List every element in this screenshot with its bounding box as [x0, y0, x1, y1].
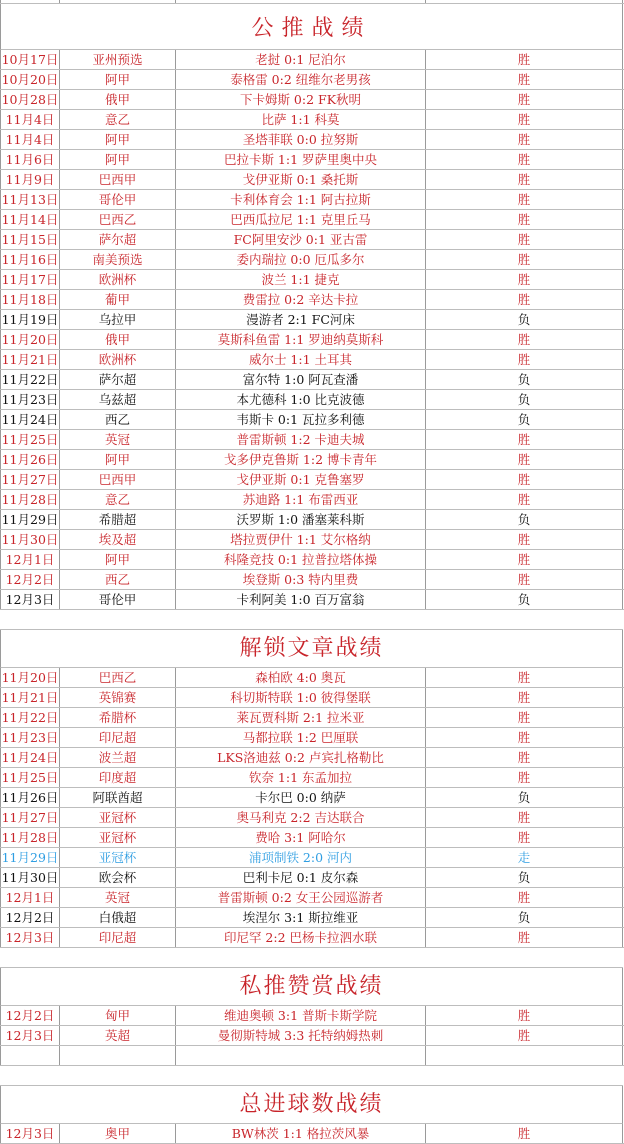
match-cell: 卡利体育会 1:1 阿古拉斯: [176, 190, 426, 209]
match-cell: 戈伊亚斯 0:1 桑托斯: [176, 170, 426, 189]
table-row: [0, 828, 624, 848]
league-cell: 阿甲: [60, 150, 176, 169]
result-cell: 胜: [426, 728, 623, 747]
match-cell: 莱瓦贾科斯 2:1 拉米亚: [176, 708, 426, 727]
date-cell: 11月27日: [1, 472, 59, 487]
table-row: [0, 250, 624, 270]
result-cell: 负: [426, 370, 623, 389]
table-row: [0, 270, 624, 290]
result-cell: 胜: [426, 110, 623, 129]
match-cell: 科切斯特联 1:0 彼得堡联: [176, 688, 426, 707]
table-row: [0, 470, 624, 490]
match-cell: 费雷拉 0:2 辛达卡拉: [176, 290, 426, 309]
table-row: [0, 768, 624, 788]
match-cell: 卡利阿美 1:0 百万富翁: [176, 590, 426, 609]
result-cell: 胜: [426, 170, 623, 189]
table-row: [0, 370, 624, 390]
result-cell: 走: [426, 848, 623, 867]
date-cell: 11月4日: [0, 110, 60, 129]
result-cell: 胜: [426, 50, 623, 69]
league-cell: 白俄超: [60, 908, 176, 927]
section-title: 总进球数战绩: [0, 1086, 623, 1124]
league-cell: 波兰超: [60, 748, 176, 767]
date-cell: [0, 1046, 60, 1065]
result-cell: 胜: [426, 490, 623, 509]
match-cell: 维迪奥顿 3:1 普斯卡斯学院: [176, 1006, 426, 1025]
match-cell: 森柏欧 4:0 奥瓦: [176, 668, 426, 687]
date-cell: 11月18日: [1, 292, 59, 307]
date-cell: 12月1日: [0, 550, 60, 569]
league-cell: 阿甲: [60, 70, 176, 89]
result-cell: 胜: [426, 70, 623, 89]
result-cell: 负: [426, 868, 623, 887]
table-row: [0, 788, 624, 808]
league-cell: 印尼超: [60, 928, 176, 947]
result-cell: [426, 1046, 623, 1065]
section-rows: [0, 1124, 624, 1144]
league-cell: 奥甲: [60, 1124, 176, 1143]
match-cell: 普雷斯顿 1:2 卡迪夫城: [176, 430, 426, 449]
league-cell: 英冠: [60, 430, 176, 449]
date-cell: 11月27日: [1, 810, 59, 825]
date-cell: 12月3日: [0, 928, 60, 947]
table-row: [0, 430, 624, 450]
league-cell: 西乙: [60, 570, 176, 589]
table-row: [0, 150, 624, 170]
match-cell: [176, 1046, 426, 1065]
date-cell: 10月17日: [1, 52, 59, 67]
table-row: [0, 50, 624, 70]
date-cell: 11月9日: [0, 170, 60, 189]
match-cell: 浦项制铁 2:0 河内: [176, 848, 426, 867]
match-cell: 下卡姆斯 0:2 FK秋明: [176, 90, 426, 109]
match-cell: 印尼罕 2:2 巴杨卡拉泗水联: [176, 928, 426, 947]
date-cell: 11月28日: [1, 830, 59, 845]
date-cell: 11月26日: [1, 790, 59, 805]
league-cell: 阿甲: [60, 450, 176, 469]
league-cell: 希腊杯: [60, 708, 176, 727]
table-row: [0, 848, 624, 868]
league-cell: 欧洲杯: [60, 350, 176, 369]
table-row: [0, 928, 624, 948]
league-cell: 巴西乙: [60, 210, 176, 229]
date-cell: 11月6日: [0, 150, 60, 169]
section-gap: [0, 948, 623, 968]
match-cell: 本尤德科 1:0 比克波德: [176, 390, 426, 409]
result-cell: 胜: [426, 470, 623, 489]
table-row: [0, 708, 624, 728]
section-rows: [0, 1006, 624, 1066]
date-cell: 12月2日: [0, 570, 60, 589]
date-cell: 10月20日: [1, 72, 59, 87]
result-cell: 负: [426, 908, 623, 927]
league-cell: 哥伦甲: [60, 590, 176, 609]
result-cell: 胜: [426, 150, 623, 169]
table-row: [0, 230, 624, 250]
match-cell: 塔拉贾伊什 1:1 艾尔格纳: [176, 530, 426, 549]
date-cell: 11月21日: [1, 352, 59, 367]
result-cell: 负: [426, 410, 623, 429]
table-row: [0, 1006, 624, 1026]
result-cell: 负: [426, 310, 623, 329]
league-cell: 欧洲杯: [60, 270, 176, 289]
result-cell: 胜: [426, 808, 623, 827]
date-cell: 11月22日: [1, 710, 59, 725]
table-row: [0, 210, 624, 230]
table-row: [0, 90, 624, 110]
match-cell: 波兰 1:1 捷克: [176, 270, 426, 289]
result-cell: 胜: [426, 330, 623, 349]
date-cell: 11月20日: [1, 670, 59, 685]
date-cell: 11月17日: [1, 272, 59, 287]
match-cell: 曼彻斯特城 3:3 托特纳姆热刺: [176, 1026, 426, 1045]
date-cell: 11月30日: [1, 870, 59, 885]
result-cell: 胜: [426, 210, 623, 229]
result-cell: 胜: [426, 270, 623, 289]
result-cell: 胜: [426, 130, 623, 149]
table-row: [0, 310, 624, 330]
league-cell: 亚冠杯: [60, 808, 176, 827]
league-cell: 亚冠杯: [60, 848, 176, 867]
result-cell: 胜: [426, 90, 623, 109]
match-cell: BW林茨 1:1 格拉茨风暴: [176, 1124, 426, 1143]
date-cell: 11月14日: [1, 212, 59, 227]
date-cell: 11月19日: [1, 312, 59, 327]
section-gap: [0, 1066, 623, 1086]
match-cell: 卡尔巴 0:0 纳萨: [176, 788, 426, 807]
match-cell: 普雷斯顿 0:2 女王公园巡游者: [176, 888, 426, 907]
match-cell: 圣塔菲联 0:0 拉努斯: [176, 130, 426, 149]
date-cell: 11月13日: [1, 192, 59, 207]
league-cell: 欧会杯: [60, 868, 176, 887]
league-cell: 印度超: [60, 768, 176, 787]
table-row: [0, 868, 624, 888]
date-cell: 11月29日: [1, 850, 59, 865]
result-cell: 负: [426, 788, 623, 807]
table-row: [0, 390, 624, 410]
table-row: [0, 728, 624, 748]
date-cell: 11月24日: [1, 750, 59, 765]
result-cell: 胜: [426, 708, 623, 727]
date-cell: 10月28日: [1, 92, 59, 107]
date-cell: 11月22日: [1, 372, 59, 387]
match-cell: 漫游者 2:1 FC河床: [176, 310, 426, 329]
match-cell: 莫斯科鱼雷 1:1 罗迪纳莫斯科: [176, 330, 426, 349]
match-cell: 苏迪路 1:1 布雷西亚: [176, 490, 426, 509]
result-cell: 胜: [426, 828, 623, 847]
date-cell: 11月16日: [1, 252, 59, 267]
date-cell: 12月2日: [0, 908, 60, 927]
table-row: [0, 1026, 624, 1046]
result-cell: 胜: [426, 530, 623, 549]
table-row: [0, 1046, 624, 1066]
match-cell: 泰格雷 0:2 纽维尔老男孩: [176, 70, 426, 89]
league-cell: [60, 1046, 176, 1065]
league-cell: 西乙: [60, 410, 176, 429]
match-cell: 马都拉联 1:2 巴厘联: [176, 728, 426, 747]
date-cell: 12月1日: [0, 888, 60, 907]
date-cell: 11月23日: [1, 392, 59, 407]
table-row: [0, 510, 624, 530]
match-cell: 奥马利克 2:2 吉达联合: [176, 808, 426, 827]
table-row: [0, 688, 624, 708]
date-cell: 11月23日: [1, 730, 59, 745]
table-row: [0, 530, 624, 550]
table-row: [0, 70, 624, 90]
result-cell: 胜: [426, 688, 623, 707]
table-row: [0, 170, 624, 190]
table-row: [0, 330, 624, 350]
date-cell: 11月20日: [1, 332, 59, 347]
league-cell: 意乙: [60, 490, 176, 509]
table-row: [0, 130, 624, 150]
result-cell: 负: [426, 510, 623, 529]
match-cell: 富尔特 1:0 阿瓦查潘: [176, 370, 426, 389]
league-cell: 阿甲: [60, 550, 176, 569]
league-cell: 亚州预选: [60, 50, 176, 69]
match-cell: 委内瑞拉 0:0 厄瓜多尔: [176, 250, 426, 269]
league-cell: 巴西乙: [60, 668, 176, 687]
result-cell: 胜: [426, 250, 623, 269]
match-cell: 埃涅尔 3:1 斯拉维亚: [176, 908, 426, 927]
result-cell: 负: [426, 590, 623, 609]
table-row: [0, 350, 624, 370]
table-row: [0, 590, 624, 610]
league-cell: 萨尔超: [60, 370, 176, 389]
league-cell: 希腊超: [60, 510, 176, 529]
league-cell: 南美预选: [60, 250, 176, 269]
league-cell: 葡甲: [60, 290, 176, 309]
result-cell: 胜: [426, 1026, 623, 1045]
table-row: [0, 550, 624, 570]
table-row: [0, 490, 624, 510]
match-cell: 科隆竞技 0:1 拉普拉塔体操: [176, 550, 426, 569]
match-cell: FC阿里安沙 0:1 亚古雷: [176, 230, 426, 249]
league-cell: 匈甲: [60, 1006, 176, 1025]
date-cell: 11月28日: [1, 492, 59, 507]
league-cell: 印尼超: [60, 728, 176, 747]
match-cell: 埃登斯 0:3 特内里费: [176, 570, 426, 589]
result-cell: 胜: [426, 768, 623, 787]
league-cell: 俄甲: [60, 90, 176, 109]
result-cell: 胜: [426, 1124, 623, 1143]
table-row: [0, 668, 624, 688]
table-row: [0, 1124, 624, 1144]
league-cell: 意乙: [60, 110, 176, 129]
section-rows: [0, 668, 624, 948]
match-cell: 钦奈 1:1 东孟加拉: [176, 768, 426, 787]
result-cell: 胜: [426, 668, 623, 687]
match-cell: LKS洛迪兹 0:2 卢宾扎格勒比: [176, 748, 426, 767]
league-cell: 亚冠杯: [60, 828, 176, 847]
date-cell: 12月3日: [0, 1124, 60, 1143]
league-cell: 英冠: [60, 888, 176, 907]
match-cell: 戈伊亚斯 0:1 克鲁塞罗: [176, 470, 426, 489]
date-cell: 12月3日: [0, 1026, 60, 1045]
result-cell: 胜: [426, 450, 623, 469]
result-cell: 胜: [426, 230, 623, 249]
match-cell: 韦斯卡 0:1 瓦拉多利德: [176, 410, 426, 429]
league-cell: 巴西甲: [60, 170, 176, 189]
date-cell: 11月24日: [1, 412, 59, 427]
date-cell: 12月3日: [0, 590, 60, 609]
match-cell: 威尔士 1:1 土耳其: [176, 350, 426, 369]
table-row: [0, 450, 624, 470]
match-cell: 沃罗斯 1:0 潘塞莱科斯: [176, 510, 426, 529]
league-cell: 英锦赛: [60, 688, 176, 707]
table-row: [0, 110, 624, 130]
result-cell: 胜: [426, 190, 623, 209]
match-cell: 比萨 1:1 科莫: [176, 110, 426, 129]
result-cell: 胜: [426, 430, 623, 449]
table-row: [0, 748, 624, 768]
league-cell: 巴西甲: [60, 470, 176, 489]
result-cell: 胜: [426, 1006, 623, 1025]
date-cell: 11月4日: [0, 130, 60, 149]
league-cell: 埃及超: [60, 530, 176, 549]
league-cell: 萨尔超: [60, 230, 176, 249]
match-cell: 费哈 3:1 阿哈尔: [176, 828, 426, 847]
table-row: [0, 888, 624, 908]
date-cell: 11月25日: [1, 770, 59, 785]
league-cell: 俄甲: [60, 330, 176, 349]
result-cell: 胜: [426, 550, 623, 569]
match-cell: 巴利卡尼 0:1 皮尔森: [176, 868, 426, 887]
section-title: 公推战绩: [0, 4, 623, 50]
result-cell: 胜: [426, 570, 623, 589]
table-row: [0, 808, 624, 828]
league-cell: 阿甲: [60, 130, 176, 149]
league-cell: 阿联酋超: [60, 788, 176, 807]
match-cell: 巴西瓜拉尼 1:1 克里丘马: [176, 210, 426, 229]
result-cell: 胜: [426, 928, 623, 947]
result-cell: 胜: [426, 748, 623, 767]
section-title: 解锁文章战绩: [0, 630, 623, 668]
league-cell: 乌拉甲: [60, 310, 176, 329]
league-cell: 乌兹超: [60, 390, 176, 409]
table-row: [0, 908, 624, 928]
result-cell: 胜: [426, 888, 623, 907]
date-cell: 11月21日: [1, 690, 59, 705]
date-cell: 11月26日: [1, 452, 59, 467]
date-cell: 11月25日: [1, 432, 59, 447]
section-rows: [0, 50, 624, 610]
result-cell: 负: [426, 390, 623, 409]
league-cell: 哥伦甲: [60, 190, 176, 209]
section-gap: [0, 610, 623, 630]
match-cell: 巴拉卡斯 1:1 罗萨里奥中央: [176, 150, 426, 169]
result-cell: 胜: [426, 350, 623, 369]
date-cell: 12月2日: [0, 1006, 60, 1025]
date-cell: 11月15日: [1, 232, 59, 247]
table-row: [0, 290, 624, 310]
result-cell: 胜: [426, 290, 623, 309]
match-cell: 戈多伊克鲁斯 1:2 博卡青年: [176, 450, 426, 469]
date-cell: 11月30日: [1, 532, 59, 547]
table-row: [0, 190, 624, 210]
match-cell: 老挝 0:1 尼泊尔: [176, 50, 426, 69]
table-row: [0, 410, 624, 430]
date-cell: 11月29日: [1, 512, 59, 527]
league-cell: 英超: [60, 1026, 176, 1045]
section-title: 私推赞赏战绩: [0, 968, 623, 1006]
table-row: [0, 570, 624, 590]
